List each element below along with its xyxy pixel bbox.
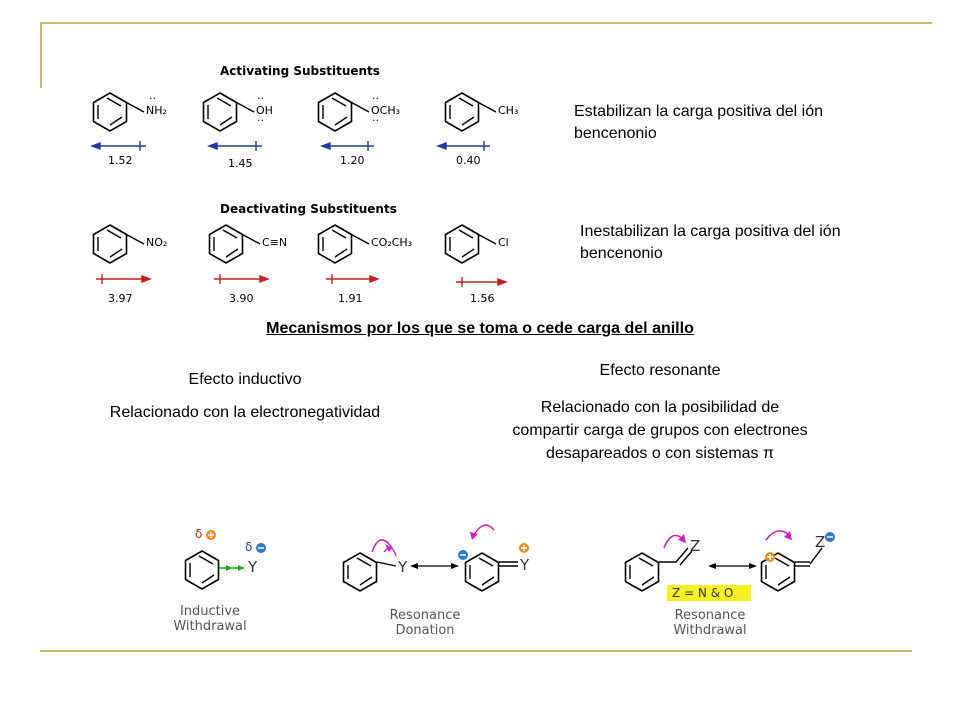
deactivating-value-cn: 3.90: [229, 292, 254, 305]
donation-y-label: Y: [398, 558, 408, 576]
withdrawal-z-label: Z: [690, 537, 701, 555]
activating-value-ch3: 0.40: [456, 154, 481, 167]
withdrawal-z-label-2: Z: [815, 533, 826, 551]
inductive-y-label: Y: [248, 558, 258, 576]
lone-pair-dots: ··: [257, 114, 264, 127]
substituent-nh2: NH₂: [146, 104, 167, 117]
inductive-delta-plus: δ: [195, 527, 203, 541]
substituent-cn: C≡N: [262, 236, 288, 249]
deactivating-value-cl: 1.56: [470, 292, 495, 305]
resonant-title: Efecto resonante: [599, 362, 721, 379]
substituent-ch3: CH₃: [498, 104, 519, 117]
lone-pair-dots: ··: [149, 92, 156, 105]
activating-value-oh: 1.45: [228, 157, 253, 170]
lone-pair-dots: ··: [372, 92, 379, 105]
mechanisms-heading: Mecanismos por los que se toma o cede carga del anillo: [266, 320, 694, 337]
withdrawal-caption: Resonance Withdrawal: [673, 608, 747, 638]
lone-pair-dots: ··: [257, 92, 264, 105]
inductive-text: Relacionado con la electronegatividad: [109, 404, 381, 421]
substituent-co2ch3: CO₂CH₃: [371, 236, 413, 249]
inductive-caption: Inductive Withdrawal: [173, 604, 247, 634]
deactivating-value-co2ch3: 1.91: [338, 292, 363, 305]
resonant-text: Relacionado con la posibilidad de compartir carga de grupos con electrones desapareados o con sistemas π: [512, 399, 808, 462]
deactivating-value-no2: 3.97: [108, 292, 133, 305]
inductive-delta-minus: δ: [245, 540, 253, 554]
substituent-no2: NO₂: [146, 236, 168, 249]
substituent-och3: OCH₃: [371, 104, 401, 117]
donation-caption: Resonance Donation: [389, 608, 461, 638]
activating-description: Estabilizan la carga positiva del ión bencenonio: [574, 103, 824, 142]
activating-title: Activating Substituents: [220, 64, 380, 78]
donation-y-label-2: Y: [520, 556, 530, 574]
substituent-oh: OH: [256, 104, 273, 117]
inductive-title: Efecto inductivo: [188, 371, 302, 388]
deactivating-title: Deactivating Substituents: [220, 202, 397, 216]
substituent-cl: Cl: [498, 236, 509, 249]
activating-value-och3: 1.20: [340, 154, 365, 167]
activating-value-nh2: 1.52: [108, 154, 133, 167]
z-note-highlight: Z = N & O: [672, 586, 734, 600]
lone-pair-dots: ··: [372, 114, 379, 127]
deactivating-description: Inestabilizan la carga positiva del ión bencenonio: [580, 223, 841, 262]
